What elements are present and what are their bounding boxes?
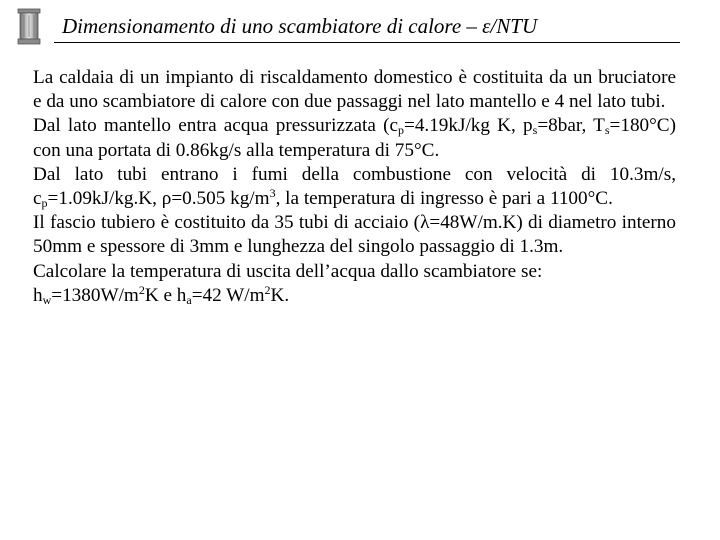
paragraph-intro: La caldaia di un impianto di riscaldamento domestico è costituita da un bruciatore e da uno scambiatore di calore con due passaggi nel lato mantello e 4 nel lato tubi. <box>33 67 676 113</box>
superscript: 2 <box>264 282 271 297</box>
subscript: p <box>41 196 48 211</box>
text-segment: Dal lato mantello entra acqua pressurizzata (c <box>33 115 398 137</box>
subscript: p <box>398 123 404 138</box>
subscript: w <box>42 292 52 307</box>
text-segment: =180°C) con una portata di 0.86kg/s alla temperatura di 75°C. <box>33 115 676 161</box>
text-segment: =1.09kJ/kg.K, ρ=0.505 kg/m <box>47 188 270 210</box>
paragraph-shell-side <box>33 114 676 162</box>
problem-text <box>33 66 676 308</box>
subscript: a <box>186 292 192 307</box>
paragraph-tube-side <box>33 163 676 211</box>
text-segment: K. <box>270 284 290 306</box>
subscript: s <box>532 123 538 138</box>
text-segment: h <box>33 284 43 306</box>
text-segment: , la temperatura di ingresso è pari a 1100°C. <box>275 188 613 210</box>
text-segment: K e h <box>144 284 187 306</box>
text-segment: =4.19kJ/kg K, p <box>404 115 533 137</box>
superscript: 3 <box>269 186 276 201</box>
building-column-icon <box>16 8 42 46</box>
paragraph-coefficients <box>33 284 676 308</box>
title-divider <box>54 42 680 43</box>
superscript: 2 <box>138 282 145 297</box>
subscript: s <box>604 123 610 138</box>
text-segment: Dal lato tubi entrano i fumi della combustione con velocità di 10.3m/s, c <box>33 163 676 210</box>
paragraph-question: Calcolare la temperatura di uscita dell’acqua dallo scambiatore se: <box>33 260 543 282</box>
page-title: Dimensionamento di uno scambiatore di calore – ε/NTU <box>62 14 538 38</box>
text-segment: =1380W/m <box>51 284 139 306</box>
text-segment: =8bar, T <box>537 115 605 137</box>
paragraph-tube-bundle: Il fascio tubiero è costituito da 35 tubi di acciaio (λ=48W/m.K) di diametro interno 50mm e spessore di 3mm e lunghezza del singolo passaggio di 1.3m. <box>33 212 676 258</box>
text-segment: =42 W/m <box>191 284 265 306</box>
